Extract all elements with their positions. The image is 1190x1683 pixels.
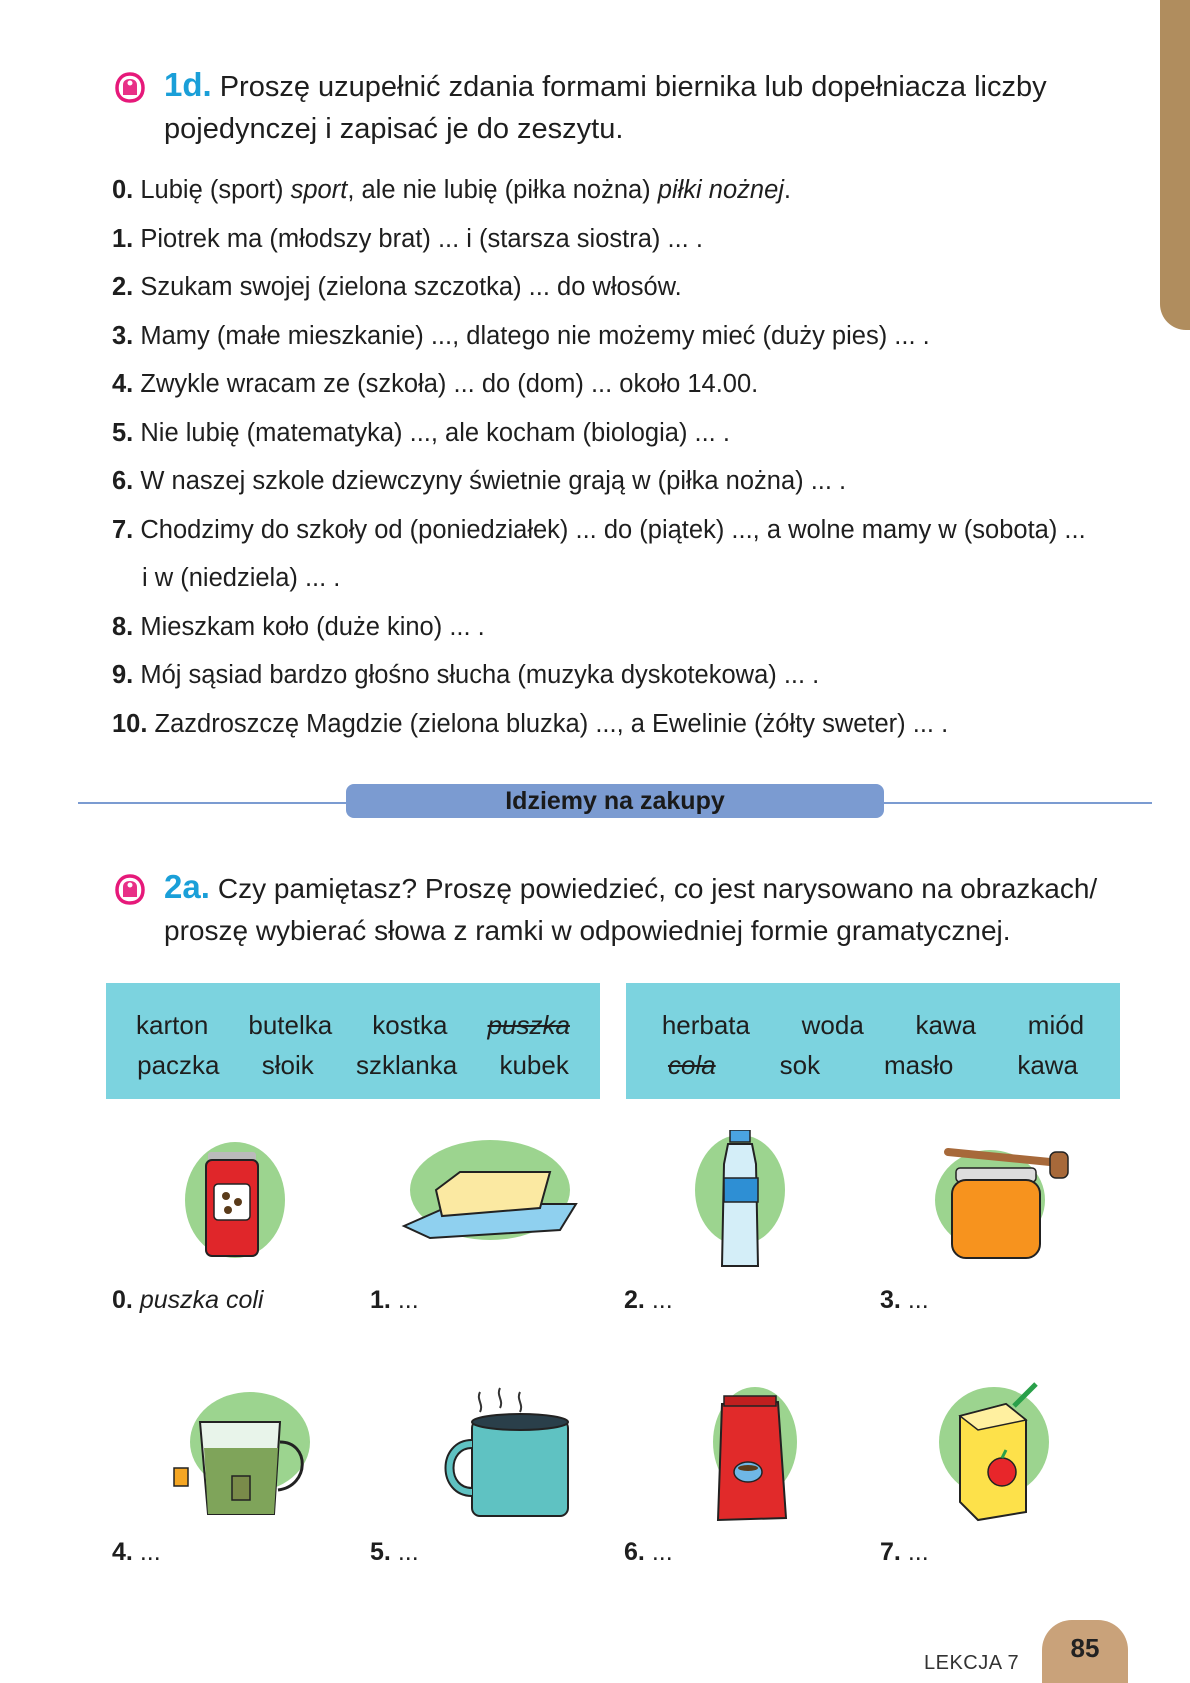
word: masło — [884, 1050, 954, 1080]
example-answer: puszka coli — [139, 1286, 264, 1314]
item-number: 0. — [112, 176, 134, 204]
list-item — [112, 506, 1122, 603]
sentence-list — [112, 166, 1122, 748]
item-number: 9. — [112, 661, 134, 689]
item-example-answer: piłki nożnej — [657, 176, 784, 204]
exercise-number: 1d. — [164, 66, 212, 103]
item-number: 5. — [112, 418, 134, 447]
word-row — [116, 1045, 590, 1085]
item-text: W naszej szkole dziewczyny świetnie grają w (piłka nożna) ... . — [140, 467, 847, 495]
word-row — [116, 1005, 590, 1045]
exercise-instruction: Proszę uzupełnić zdania formami biernika lub dopełniacza liczby pojedynczej i zapisać je do zeszytu. — [164, 71, 1047, 145]
item-text: . — [783, 176, 792, 204]
butter-icon — [390, 1130, 590, 1270]
item-number: 4. — [112, 370, 134, 398]
list-item — [112, 263, 1122, 312]
list-item — [112, 215, 1122, 264]
juice-carton-icon — [914, 1382, 1114, 1522]
word-crossed-out: cola — [667, 1050, 716, 1080]
tea-glass-icon — [150, 1382, 350, 1522]
answer-blank: ... — [397, 1286, 419, 1314]
item-number: 1. — [112, 224, 134, 253]
word-row — [636, 1045, 1110, 1085]
answer-blank: ... — [651, 1538, 673, 1566]
list-item — [112, 312, 1122, 361]
speech-icon — [112, 70, 148, 106]
item-text: Mamy (małe mieszkanie) ..., dlatego nie możemy mieć (duży pies) ... . — [140, 321, 930, 350]
exercise-2a-heading — [112, 866, 1122, 952]
list-item — [112, 457, 1122, 506]
list-item — [112, 360, 1122, 409]
item-number: 7. — [112, 515, 134, 544]
coffee-pack-icon — [660, 1382, 860, 1522]
item-number: 6. — [112, 467, 134, 495]
page-number: 85 — [1042, 1620, 1128, 1683]
list-item — [112, 166, 1122, 215]
list-item — [112, 651, 1122, 700]
word: szklanka — [356, 1050, 458, 1080]
item-number: 3. — [112, 321, 134, 350]
item-text: , ale nie lubię (piłka nożna) — [347, 176, 658, 204]
item-text: Mój sąsiad bardzo głośno słucha (muzyka dyskotekowa) ... . — [140, 661, 820, 689]
exercise-1d-heading — [112, 64, 1122, 150]
word: kawa — [915, 1010, 977, 1040]
item-text: Chodzimy do szkoły od (poniedziałek) ... do (piątek) ..., a wolne mamy w (sobota) ... — [140, 515, 1086, 544]
item-text: Mieszkam koło (duże kino) ... . — [140, 612, 485, 641]
mug-icon — [420, 1382, 620, 1522]
word: kubek — [499, 1050, 569, 1080]
word: kostka — [372, 1010, 448, 1040]
item-number: 10. — [112, 709, 148, 738]
item-number: 2. — [112, 273, 134, 301]
word: woda — [801, 1010, 864, 1040]
item-text: Szukam swojej (zielona szczotka) ... do włosów. — [140, 273, 682, 301]
word-crossed-out: puszka — [487, 1010, 570, 1040]
picture-caption: 2. ... — [624, 1286, 673, 1314]
item-number: 8. — [112, 612, 134, 641]
word: sok — [779, 1050, 821, 1080]
picture-caption: 7. ... — [880, 1538, 929, 1566]
exercise-instruction: Czy pamiętasz? Proszę powiedzieć, co jest narysowano na obrazkach/ proszę wybierać słowa z ramki w odpowiedniej formie gramatycznej. — [164, 873, 1098, 946]
picture-caption: 4. ... — [112, 1538, 161, 1566]
cola-can-icon — [140, 1130, 340, 1270]
answer-blank: ... — [397, 1538, 419, 1566]
list-item — [112, 603, 1122, 652]
picture-caption: 3. ... — [880, 1286, 929, 1314]
honey-jar-icon — [900, 1130, 1100, 1270]
item-text: Lubię (sport) — [140, 176, 291, 204]
answer-blank: ... — [907, 1286, 929, 1314]
water-bottle-icon — [640, 1130, 840, 1270]
item-example-answer: sport — [290, 176, 348, 204]
answer-blank: ... — [907, 1538, 929, 1566]
answer-blank: ... — [651, 1286, 673, 1314]
list-item — [112, 409, 1122, 458]
word-box-products — [626, 983, 1120, 1099]
word: paczka — [137, 1050, 220, 1080]
word: słoik — [261, 1050, 314, 1080]
answer-blank: ... — [139, 1538, 161, 1566]
word: karton — [136, 1010, 209, 1040]
item-text: Piotrek ma (młodszy brat) ... i (starsza siostra) ... . — [140, 224, 703, 253]
exercise-number: 2a. — [164, 868, 210, 905]
item-text: Nie lubię (matematyka) ..., ale kocham (biologia) ... . — [140, 418, 730, 447]
picture-caption: 0. puszka coli — [112, 1286, 264, 1314]
word: herbata — [661, 1010, 750, 1040]
word-box-containers — [106, 983, 600, 1099]
word-row — [636, 1005, 1110, 1045]
picture-caption: 5. ... — [370, 1538, 419, 1566]
section-title: Idziemy na zakupy — [346, 784, 884, 818]
chapter-tab — [1160, 0, 1190, 330]
word: butelka — [248, 1010, 333, 1040]
item-text-continuation: i w (niedziela) ... . — [142, 564, 341, 592]
lesson-label: LEKCJA 7 — [924, 1652, 1020, 1674]
word: miód — [1027, 1010, 1085, 1040]
picture-caption: 1. ... — [370, 1286, 419, 1314]
speech-icon — [112, 872, 148, 908]
item-text: Zazdroszczę Magdzie (zielona bluzka) ..., a Ewelinie (żółty sweter) ... . — [154, 709, 949, 738]
list-item — [112, 700, 1122, 749]
word: kawa — [1017, 1050, 1079, 1080]
item-text: Zwykle wracam ze (szkoła) ... do (dom) ... około 14.00. — [140, 370, 759, 398]
picture-caption: 6. ... — [624, 1538, 673, 1566]
